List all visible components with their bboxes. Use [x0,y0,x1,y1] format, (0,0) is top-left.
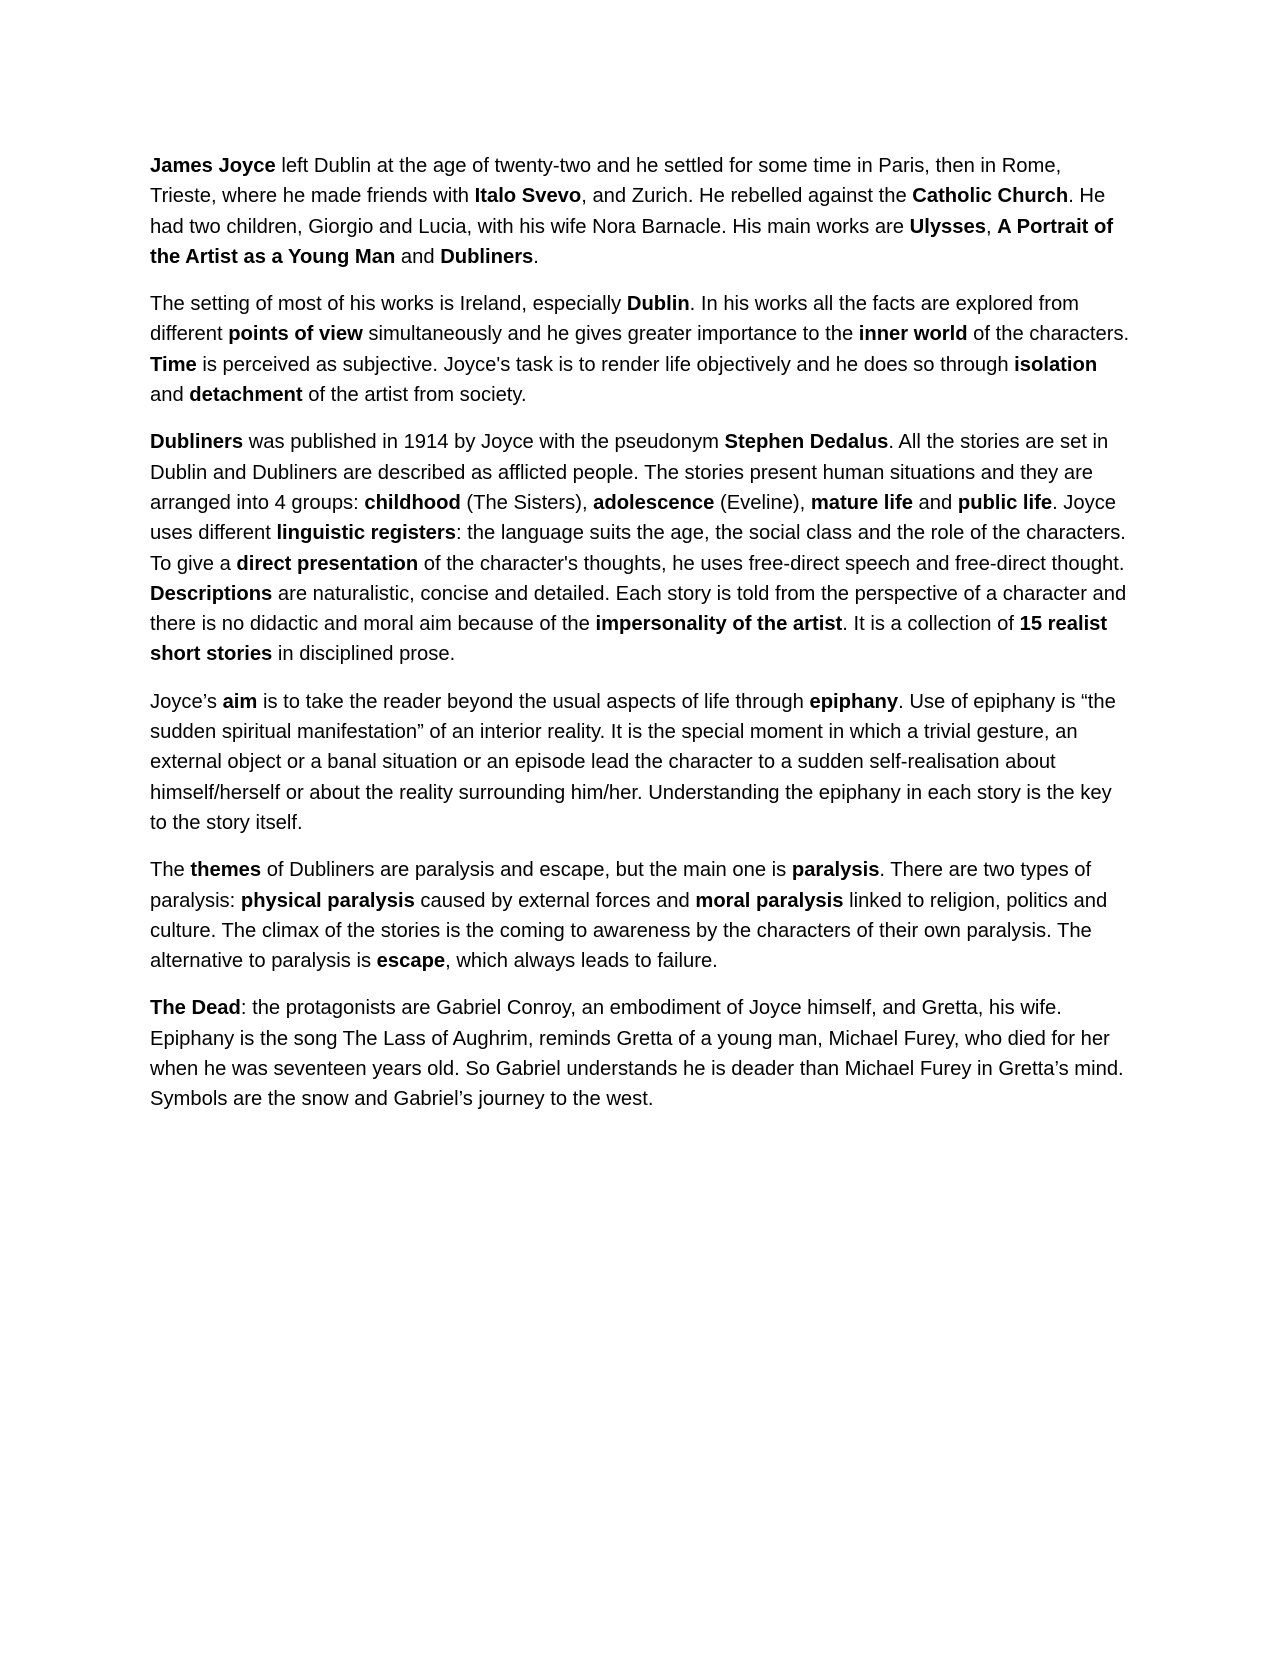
text-run: . It is a collection of [842,613,1020,636]
text-run: , [985,215,998,238]
bold-text-run: escape [376,950,446,973]
paragraph-dubliners [150,427,1130,669]
bold-text-run: aim [222,690,258,713]
text-run: are naturalistic, concise and detailed. Each story is told from the perspective of a character and there is no didactic and moral aim because of the [150,582,1127,636]
text-run: of the artist from society. [302,384,527,407]
document-body [150,151,1130,1132]
bold-text-run: 15 realist short stories [150,613,1108,666]
bold-text-run: public life [957,491,1053,514]
bold-text-run: Time [150,353,197,376]
bold-text-run: Catholic Church [912,185,1069,208]
text-run: Joyce’s [150,690,223,713]
bold-text-run: Italo Svevo [474,185,582,208]
bold-text-run: inner world [858,323,968,346]
text-run: and [395,245,441,268]
bold-text-run: direct presentation [236,552,419,575]
text-run: (Eveline), [714,491,811,514]
bold-text-run: detachment [189,384,303,407]
text-run: . All the stories are set in Dublin and Dubliners are described as afflicted people. The stories present human situations and they are arranged into 4 groups: [150,431,1109,514]
text-run: simultaneously and he gives greater importance to the [362,323,859,346]
text-run: and [912,491,958,514]
bold-text-run: adolescence [593,491,715,514]
bold-text-run: Dubliners [150,431,244,454]
text-run: and [150,384,190,407]
bold-text-run: James Joyce [150,155,276,177]
bold-text-run: Dubliners [440,245,534,268]
bold-text-run: themes [190,859,262,882]
text-run: : the protagonists are Gabriel Conroy, an embodiment of Joyce himself, and Gretta, his wife. Epiphany is the song The Lass of Aughrim, reminds Gretta of a young man, Michael Furey, who died for her when he was seventeen years old. So Gabriel understands he is deader than Michael Furey in Gretta’s mind. Symbols are the snow and Gabriel’s journey to the west. [150,997,1124,1111]
bold-text-run: childhood [364,491,461,514]
text-run: was published in 1914 by Joyce with the pseudonym [243,431,725,454]
paragraph-setting-and-style [150,289,1130,410]
paragraph-themes [150,855,1130,976]
bold-text-run: moral paralysis [695,889,844,912]
bold-text-run: linguistic registers [276,522,456,545]
paragraph-the-dead [150,993,1130,1114]
text-run: : the language suits the age, the social class and the role of the characters. To give a [150,522,1126,575]
text-run: The setting of most of his works is Ireland, especially [150,293,627,316]
text-run: . [533,245,539,268]
text-run: , and Zurich. He rebelled against the [581,185,913,208]
bold-text-run: epiphany [809,690,899,713]
bold-text-run: Ulysses [909,215,986,238]
text-run: The [150,859,191,882]
text-run: is to take the reader beyond the usual aspects of life through [257,690,810,713]
bold-text-run: Stephen Dedalus [724,431,889,454]
bold-text-run: The Dead [150,997,241,1020]
text-run: (The Sisters), [460,491,594,514]
text-run: left Dublin at the age of twenty-two and he settled for some time in Paris, then in Rome, Trieste, where he made friends with [150,155,1062,208]
text-run: is perceived as subjective. Joyce's task is to render life objectively and he does so through [196,353,1015,376]
text-run: of the characters. [967,323,1130,346]
text-run: of the character's thoughts, he uses free-direct speech and free-direct thought. [418,552,1125,575]
paragraph-biography [150,151,1130,272]
text-run: linked to religion, politics and culture. The climax of the stories is the coming to awareness by the characters of their own paralysis. The alternative to paralysis is [150,889,1108,973]
bold-text-run: isolation [1014,353,1098,376]
bold-text-run: Dublin [626,293,690,316]
text-run: , which always leads to failure. [445,950,718,973]
text-run: . Use of epiphany is “the sudden spiritual manifestation” of an interior reality. It is the special moment in which a trivial gesture, an external object or a banal situation or an episode lead the character to a sudden self-realisation about himself/herself or about the reality surrounding him/her. Understanding the epiphany in each story is the key to the story itself. [150,690,1116,834]
text-run: . He had two children, Giorgio and Lucia, with his wife Nora Barnacle. His main works are [150,185,1106,238]
bold-text-run: points of view [228,323,363,346]
bold-text-run: A Portrait of the Artist as a Young Man [150,215,1114,268]
bold-text-run: paralysis [791,859,880,882]
text-run: in disciplined prose. [272,643,456,666]
text-run: of Dubliners are paralysis and escape, but the main one is [261,859,792,882]
bold-text-run: physical paralysis [240,889,415,912]
text-run: . Joyce uses different [150,491,1117,545]
text-run: . In his works all the facts are explored from different [150,293,1079,346]
bold-text-run: mature life [810,491,913,514]
text-run: caused by external forces and [414,889,696,912]
bold-text-run: Descriptions [150,582,273,605]
bold-text-run: impersonality of the artist [595,613,843,636]
text-run: . There are two types of paralysis: [150,859,1092,912]
paragraph-epiphany [150,687,1130,838]
